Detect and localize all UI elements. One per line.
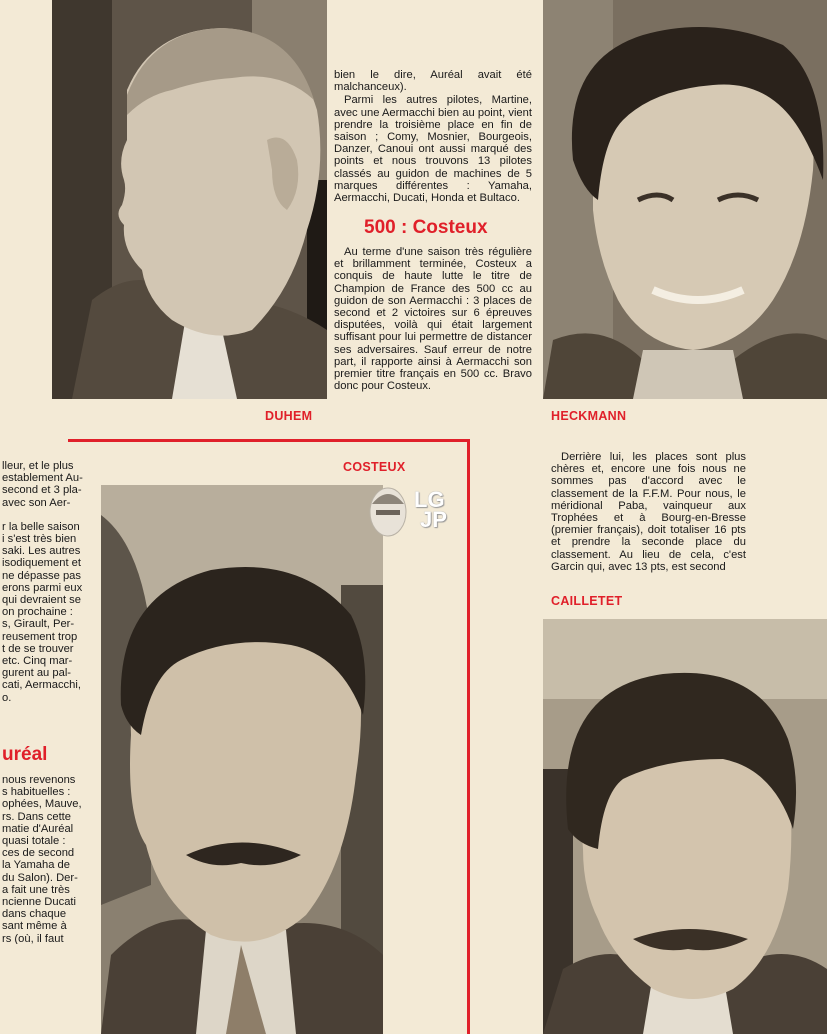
column-right (551, 451, 746, 574)
left-line: nous revenons (2, 774, 76, 786)
left-line: saki. Les autres (2, 545, 81, 558)
left-line: gurent au pal- (2, 667, 72, 680)
left-line: rs. Dans cette (2, 810, 72, 823)
left-line: rs (où, il faut (2, 932, 64, 944)
left-line: establement Au- (2, 472, 83, 485)
left-line: cati, Aermacchi, (2, 679, 81, 692)
paragraph: bien le dire, Auréal avait été malchanceux). (334, 69, 532, 94)
left-line: ces de second (2, 847, 75, 860)
watermark-logo (368, 484, 460, 548)
watermark-lg: LG (414, 487, 445, 512)
section-heading-500: 500 : Costeux (364, 217, 488, 238)
paragraph: Derrière lui, les places sont plus chères et, encore une fois nous ne sommes pas d'accord avec le classement de la F.F.M. Pour nous, le méridional Paba, vainqueur aux Trophées et à Bourg-en-Bresse (premier français), doit totaliser 16 pts et prendre la seconde place du classement. Au lieu de cela, c'est Garcin qui, avec 13 pts, est second (551, 451, 746, 573)
left-line: r la belle saison (2, 520, 80, 533)
left-line: sant même à (2, 920, 67, 933)
left-line: reusement trop (2, 630, 78, 643)
left-line: s, Girault, Per- (2, 618, 75, 631)
left-line: dans chaque (2, 908, 67, 921)
left-line: avec son Aer- (2, 496, 71, 509)
photo-heckmann (543, 0, 827, 399)
left-line: la Yamaha de (2, 859, 71, 872)
section-heading-aureal: uréal (2, 744, 48, 765)
paragraph: Parmi les autres pilotes, Martine, avec une Aermacchi bien au point, vient prendre la troisième place en fin de saison ; Comy, Mosnier, Bourgeois, Danzer, Canoui ont aussi marqué des points et nous trouvons 13 pilotes classés au guidon de machines de 5 marques différentes : Yamaha, Aermacchi, Ducati, Honda et Bultaco. (334, 94, 532, 205)
frame-top-line (68, 439, 470, 442)
left-line: i s'est très bien (2, 533, 77, 546)
left-line: isodiquement et (2, 557, 81, 570)
left-line: t de se trouver (2, 642, 74, 655)
photo-cailletet (543, 619, 827, 1034)
left-line: ophées, Mauve, (2, 798, 82, 811)
left-line: ne dépasse pas (2, 569, 81, 582)
column-top-middle (334, 69, 532, 205)
left-line: du Salon). Der- (2, 871, 78, 884)
caption-duhem: DUHEM (265, 409, 313, 423)
left-line: qui devraient se (2, 594, 81, 607)
left-line: on prochaine : (2, 606, 73, 619)
left-line: o. (2, 691, 12, 704)
left-line: a fait une très (2, 883, 70, 896)
left-line: lleur, et le plus (2, 460, 74, 472)
column-left-cropped-2 (0, 774, 97, 944)
caption-costeux: COSTEUX (343, 460, 406, 474)
photo-duhem (52, 0, 327, 399)
left-line: quasi totale : (2, 835, 66, 848)
caption-heckmann: HECKMANN (551, 409, 627, 423)
left-line: s habituelles : (2, 786, 71, 799)
photo-costeux (101, 485, 383, 1034)
left-line: matie d'Auréal (2, 822, 74, 835)
left-line: etc. Cinq mar- (2, 655, 73, 668)
paragraph: Au terme d'une saison très régulière et brillamment terminée, Costeux a conquis de haute lutte le titre de Champion de France des 500 cc au guidon de son Aermacchi : 3 places de second et 2 victoires sur 6 épreuves disputées, voilà qui était largement suffisant pour lui permettre de distancer ses adversaires. Sauf erreur de notre part, il rapporte ainsi à Aermacchi son premier titre français en 500 cc. Bravo donc pour Costeux. (334, 246, 532, 393)
left-line: erons parmi eux (2, 581, 83, 594)
watermark-jp: JP (420, 507, 447, 532)
left-line: ncienne Ducati (2, 896, 77, 909)
frame-right-line (467, 439, 470, 1034)
left-line: second et 3 pla- (2, 484, 82, 497)
watermark-face-icon (368, 484, 408, 546)
caption-cailletet: CAILLETET (551, 594, 623, 608)
column-top-middle-2 (334, 246, 532, 393)
